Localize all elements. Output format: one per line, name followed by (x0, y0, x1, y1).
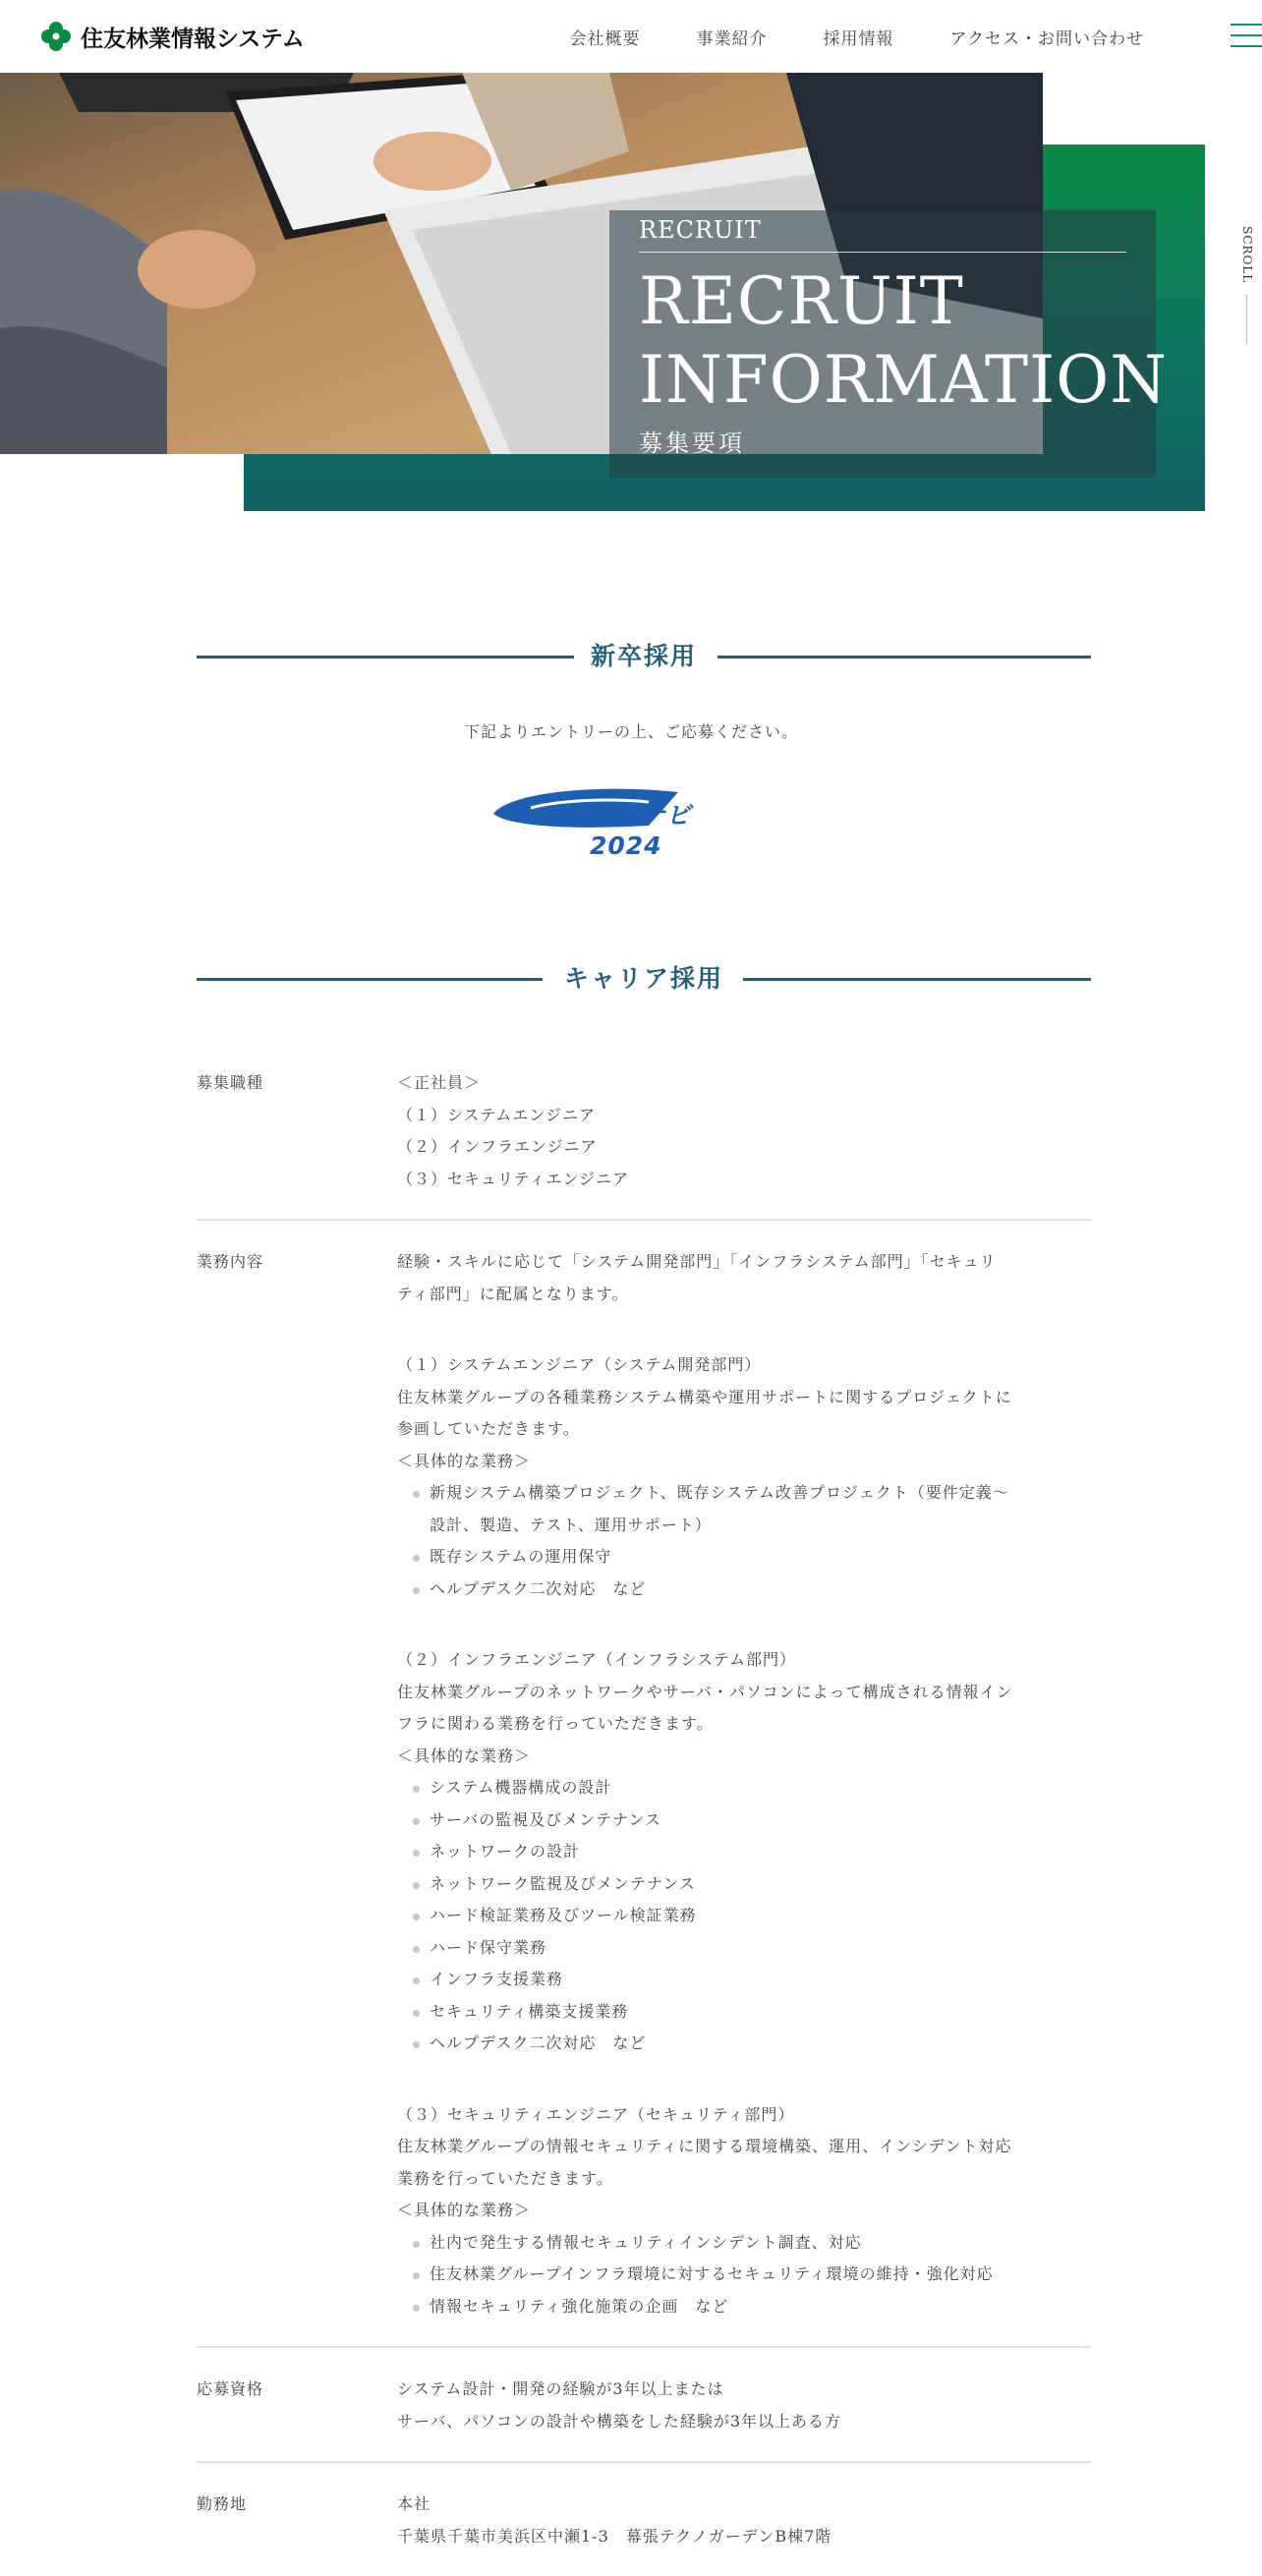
list-item: サーバの監視及びメンテナンス (397, 1804, 1091, 1837)
text-line: ティ部門」に配属となります。 (397, 1284, 629, 1303)
hero-title (639, 262, 1169, 420)
job-requirements-table (197, 1042, 1091, 2576)
hero-title-line1: RECRUIT (639, 263, 964, 339)
scroll-indicator-line (1246, 295, 1247, 344)
list-item: 情報セキュリティ強化施策の企画 など (397, 2291, 1091, 2323)
section-title: （３）セキュリティエンジニア（セキュリティ部門） (397, 2104, 795, 2124)
row-body (397, 1246, 1091, 2322)
row-label: 勤務地 (197, 2494, 248, 2513)
new-grad-heading-text: 新卒採用 (590, 642, 697, 670)
rikunabi-2024-banner[interactable] (491, 786, 737, 860)
scroll-indicator-label: SCROLL (1240, 226, 1254, 284)
row-label: 募集職種 (197, 1073, 264, 1092)
nav-recruit[interactable]: 採用情報 (823, 29, 894, 49)
nav-company[interactable]: 会社概要 (569, 29, 641, 49)
row-body (397, 2374, 1091, 2437)
hero-small-label: RECRUIT (639, 216, 762, 244)
nav-business[interactable]: 事業紹介 (696, 29, 768, 49)
text-line: システム設計・開発の経験が3年以上または (397, 2379, 724, 2398)
text-line: 業務を行っていただきます。 (397, 2168, 613, 2188)
row-body (397, 1067, 1091, 1195)
text-line: サーバ、パソコンの設計や構築をした経験が3年以上ある方 (397, 2411, 842, 2431)
list-item: システム機器構成の設計 (397, 1772, 1091, 1804)
hero-title-line2: INFORMATION (639, 342, 1169, 418)
list-item: 既存システムの運用保守 (397, 1541, 1091, 1574)
site-logo[interactable] (39, 20, 305, 53)
text-line: （１）システムエンジニア (397, 1105, 597, 1124)
table-row-location (197, 2463, 1091, 2576)
new-grad-lead: 下記よりエントリーの上、ご応募ください。 (463, 722, 798, 741)
table-row-work (197, 1221, 1091, 2348)
section-title: （２）インフラエンジニア（インフラシステム部門） (397, 1650, 797, 1669)
subheading: ＜具体的な業務＞ (397, 1451, 532, 1470)
list-item: インフラ支援業務 (397, 1964, 1091, 1996)
site-header (0, 0, 1262, 73)
text-line: 住友林業グループのネットワークやサーバ・パソコンによって構成される情報イン (397, 1682, 1013, 1701)
list-item: ヘルプデスク二次対応 など (397, 2028, 1091, 2060)
career-heading-text: キャリア採用 (563, 964, 723, 993)
list-item: ヘルプデスク二次対応 など (397, 1574, 1091, 1606)
list-item: 社内で発生する情報セキュリティインシデント調査、対応 (397, 2227, 1091, 2260)
list-item: ハード検証業務及びツール検証業務 (397, 1900, 1091, 1932)
career-heading (197, 959, 1091, 999)
row-label: 業務内容 (197, 1252, 264, 1271)
list-item: ネットワーク監視及びメンテナンス (397, 1868, 1091, 1901)
text-line: （２）インフラエンジニア (397, 1137, 598, 1156)
list-item: ハード保守業務 (397, 1932, 1091, 1965)
hamburger-menu-icon[interactable] (1225, 18, 1262, 53)
list-item-continuation: 設計、製造、テスト、運用サポート） (430, 1515, 712, 1534)
new-grad-heading (197, 637, 1091, 676)
text-line: ＜正社員＞ (397, 1073, 482, 1092)
list-item: ネットワークの設計 (397, 1836, 1091, 1868)
logo-text: 住友林業情報システム (81, 26, 305, 52)
text-line: 住友林業グループの情報セキュリティに関する環境構築、運用、インシデント対応 (397, 2137, 1012, 2155)
table-row-qualification (197, 2348, 1091, 2463)
text-line: （３）セキュリティエンジニア (397, 1169, 630, 1188)
text-line: 住友林業グループの各種業務システム構築や運用サポートに関するプロジェクトに (397, 1387, 1012, 1406)
global-nav (570, 25, 1145, 49)
hero-divider (639, 252, 1126, 253)
table-row-positions (197, 1042, 1091, 1221)
rikunabi-text: リクナビ 2024 (590, 801, 692, 860)
nav-access-contact[interactable]: アクセス・お問い合わせ (949, 29, 1144, 49)
logo-flower-icon (39, 20, 73, 53)
text-line: 経験・スキルに応じて「システム開発部門」「インフラシステム部門」「セキュリ (397, 1252, 997, 1271)
text-line: 千葉県千葉市美浜区中瀬1-3 幕張テクノガーデンB棟7階 (397, 2526, 832, 2546)
list-item: 住友林業グループインフラ環境に対するセキュリティ環境の維持・強化対応 (397, 2259, 1091, 2291)
subheading: ＜具体的な業務＞ (397, 1746, 532, 1765)
hero-title-box (609, 210, 1169, 478)
text-line: 本社 (397, 2494, 431, 2513)
list-item: セキュリティ構築支援業務 (397, 1996, 1091, 2029)
row-body (397, 2489, 1091, 2552)
subheading: ＜具体的な業務＞ (397, 2201, 532, 2219)
row-label: 応募資格 (197, 2379, 264, 2398)
list-item: 新規システム構築プロジェクト、既存システム改善プロジェクト（要件定義〜 (397, 1477, 1091, 1510)
section-title: （１）システムエンジニア（システム開発部門） (397, 1355, 762, 1374)
text-line: 参画していただきます。 (397, 1419, 580, 1438)
text-line: フラに関わる業務を行っていただきます。 (397, 1714, 714, 1733)
hero-subtitle: 募集要項 (639, 429, 745, 457)
